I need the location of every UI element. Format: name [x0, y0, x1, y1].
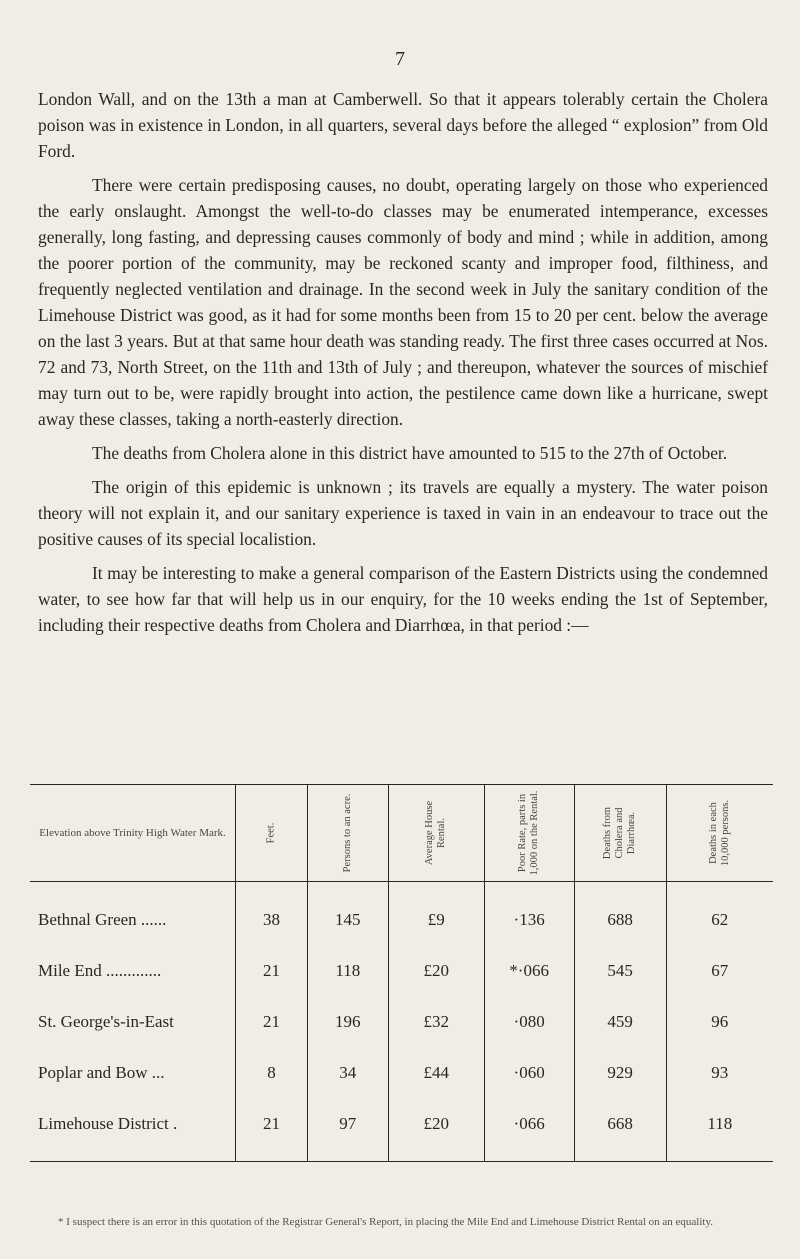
persons-cell: 145 — [307, 894, 388, 945]
deaths-cell: 459 — [574, 996, 666, 1047]
feet-cell: 21 — [236, 945, 308, 996]
header-poor-rate: Poor Rate, parts in 1,000 on the Rental. — [484, 785, 574, 882]
poor-rate-cell: ·080 — [484, 996, 574, 1047]
persons-cell: 118 — [307, 945, 388, 996]
header-persons: Persons to an acre. — [307, 785, 388, 882]
mortality-table — [30, 784, 773, 1162]
table-row — [30, 945, 773, 996]
deaths-cell: 545 — [574, 945, 666, 996]
district-name: St. George's-in-East — [38, 1011, 174, 1031]
header-rental: Average House Rental. — [388, 785, 484, 882]
per-10000-cell: 96 — [666, 996, 773, 1047]
poor-rate-cell: ·136 — [484, 894, 574, 945]
district-name: Poplar and Bow ... — [38, 1062, 165, 1082]
body-text — [38, 86, 768, 646]
per-10000-cell: 93 — [666, 1047, 773, 1098]
district-name: Mile End ............. — [38, 960, 162, 980]
per-10000-cell: 118 — [666, 1098, 773, 1149]
table-row — [30, 894, 773, 945]
feet-cell: 21 — [236, 996, 308, 1047]
page-number: 7 — [395, 48, 405, 70]
poor-rate-cell: ·060 — [484, 1047, 574, 1098]
deaths-cell: 668 — [574, 1098, 666, 1149]
deaths-cell: 688 — [574, 894, 666, 945]
district-name: Limehouse District . — [38, 1113, 178, 1133]
rental-cell: £20 — [388, 945, 484, 996]
rental-cell: £32 — [388, 996, 484, 1047]
paragraph: London Wall, and on the 13th a man at Camberwell. So that it appears tolerably certain the Cholera poison was in existence in London, in all quarters, several days before the alleged “ explosion” from Old Ford. — [38, 89, 768, 161]
table-row — [30, 1047, 773, 1098]
header-per-10000: Deaths in each 10,000 persons. — [666, 785, 773, 882]
persons-cell: 97 — [307, 1098, 388, 1149]
feet-cell: 8 — [236, 1047, 308, 1098]
table-row — [30, 996, 773, 1047]
feet-cell: 38 — [236, 894, 308, 945]
header-feet: Feet. — [236, 785, 308, 882]
paragraph: There were certain predisposing causes, no doubt, operating largely on those who experienced the early onslaught. Amongst the well-to-do classes may be enumerated intemperance, excesses generally, long fasting, and depressing causes commonly of body and mind ; while in addition, among the poorer portion of the community, may be reckoned scanty and improper food, filthiness, and frequently neglected ventilation and drainage. In the second week in July the sanitary condition of the Limehouse District was good, as it had for some months been from 15 to 20 per cent. below the average on the last 3 years. But at that same hour death was standing ready. The first three cases occurred at Nos. 72 and 73, North Street, on the 11th and 13th of July ; and thereupon, whatever the sources of mischief may turn out to be, were rapidly brought into action, the pestilence came down like a hurricane, swept away these classes, taking a north-easterly direction. — [38, 175, 768, 429]
rental-cell: £44 — [388, 1047, 484, 1098]
header-deaths: Deaths from Cholera and Diarrhœa. — [574, 785, 666, 882]
persons-cell: 34 — [307, 1047, 388, 1098]
paragraph: It may be interesting to make a general comparison of the Eastern Districts using the condemned water, to see how far that will help us in our enquiry, for the 10 weeks ending the 1st of September, including their respective deaths from Cholera and Diarrhœa, in that period :— — [38, 563, 768, 635]
table-header-row — [30, 785, 773, 882]
persons-cell: 196 — [307, 996, 388, 1047]
footnote: * I suspect there is an error in this quotation of the Registrar General's Report, in placing the Mile End and Limehouse District Rental on an equality. — [58, 1216, 713, 1228]
paragraph: The origin of this epidemic is unknown ; its travels are equally a mystery. The water poison theory will not explain it, and our sanitary experience is taxed in vain in an endeavour to trace out the positive causes of its special localistion. — [38, 477, 768, 549]
feet-cell: 21 — [236, 1098, 308, 1149]
district-name: Bethnal Green ...... — [38, 909, 167, 929]
paragraph: The deaths from Cholera alone in this district have amounted to 515 to the 27th of October. — [92, 443, 728, 463]
per-10000-cell: 62 — [666, 894, 773, 945]
per-10000-cell: 67 — [666, 945, 773, 996]
header-elevation: Elevation above Trinity High Water Mark. — [30, 785, 236, 882]
poor-rate-cell: *·066 — [484, 945, 574, 996]
rental-cell: £20 — [388, 1098, 484, 1149]
deaths-cell: 929 — [574, 1047, 666, 1098]
rental-cell: £9 — [388, 894, 484, 945]
table-row — [30, 1098, 773, 1149]
poor-rate-cell: ·066 — [484, 1098, 574, 1149]
